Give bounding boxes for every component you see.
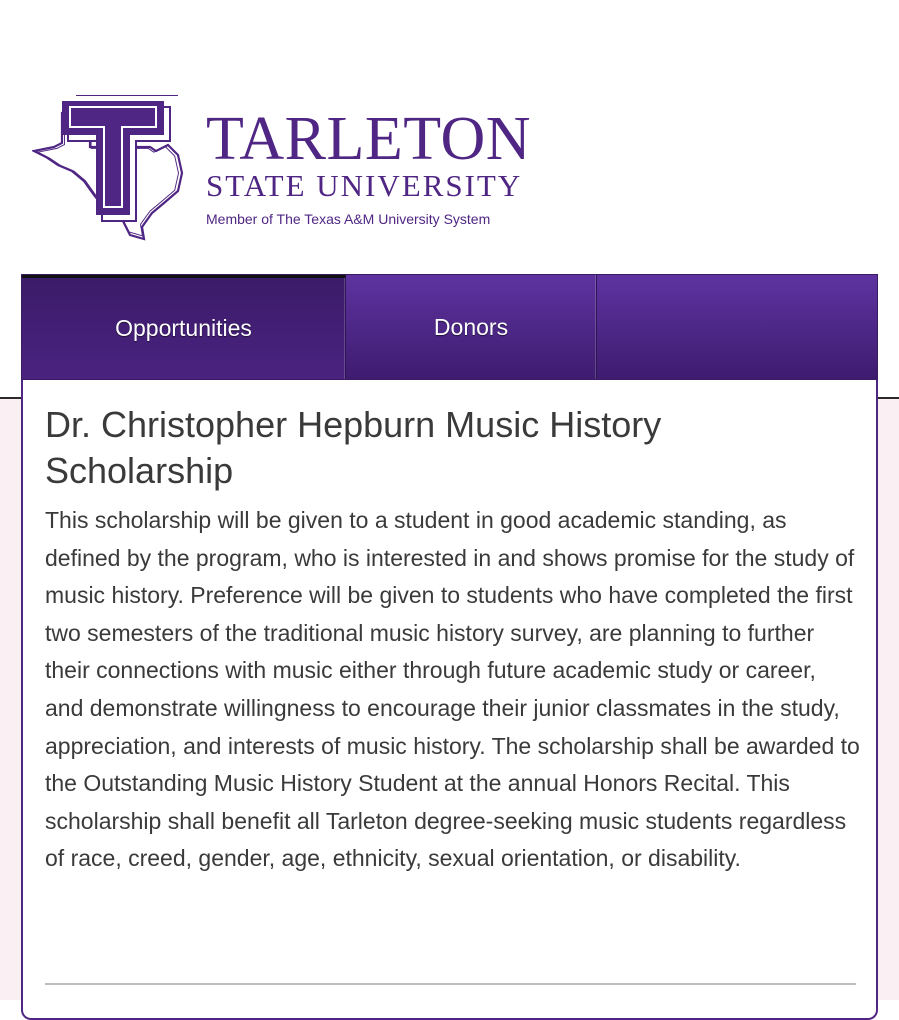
- logo-name: TARLETON: [206, 105, 532, 173]
- logo-wordmark: [206, 105, 532, 229]
- scholarship-title: Dr. Christopher Hepburn Music History Scholarship: [45, 404, 662, 491]
- texas-t-logo-icon: [32, 95, 192, 241]
- tab-donors[interactable]: [346, 275, 597, 379]
- scholarship-card: [21, 380, 878, 1020]
- logo-subtitle: STATE UNIVERSITY: [206, 168, 523, 203]
- divider: [45, 983, 856, 985]
- main-nav: [21, 274, 878, 380]
- university-logo[interactable]: [32, 95, 552, 245]
- tab-empty[interactable]: [597, 275, 877, 379]
- tab-opportunities[interactable]: [22, 275, 346, 379]
- tab-opportunities-label: Opportunities: [115, 315, 252, 341]
- tab-donors-label: Donors: [433, 313, 509, 340]
- logo-member-line: Member of The Texas A&M University System: [206, 211, 491, 227]
- scholarship-description: This scholarship will be given to a student in good academic standing, as defined by the program, who is interested in and shows promise for the study of music history. Preference will be given to students who have completed the first two semesters of the traditional music history survey, are planning to further their connections with music either through future academic study or career, and demonstrate willingness to encourage their junior classmates in the study, appreciation, and interests of music history. The scholarship shall be awarded to the Outstanding Music History Student at the annual Honors Recital. This scholarship shall benefit all Tarleton degree-seeking music students regardless of race, creed, gender, age, ethnicity, sexual orientation, or disability.: [45, 507, 860, 872]
